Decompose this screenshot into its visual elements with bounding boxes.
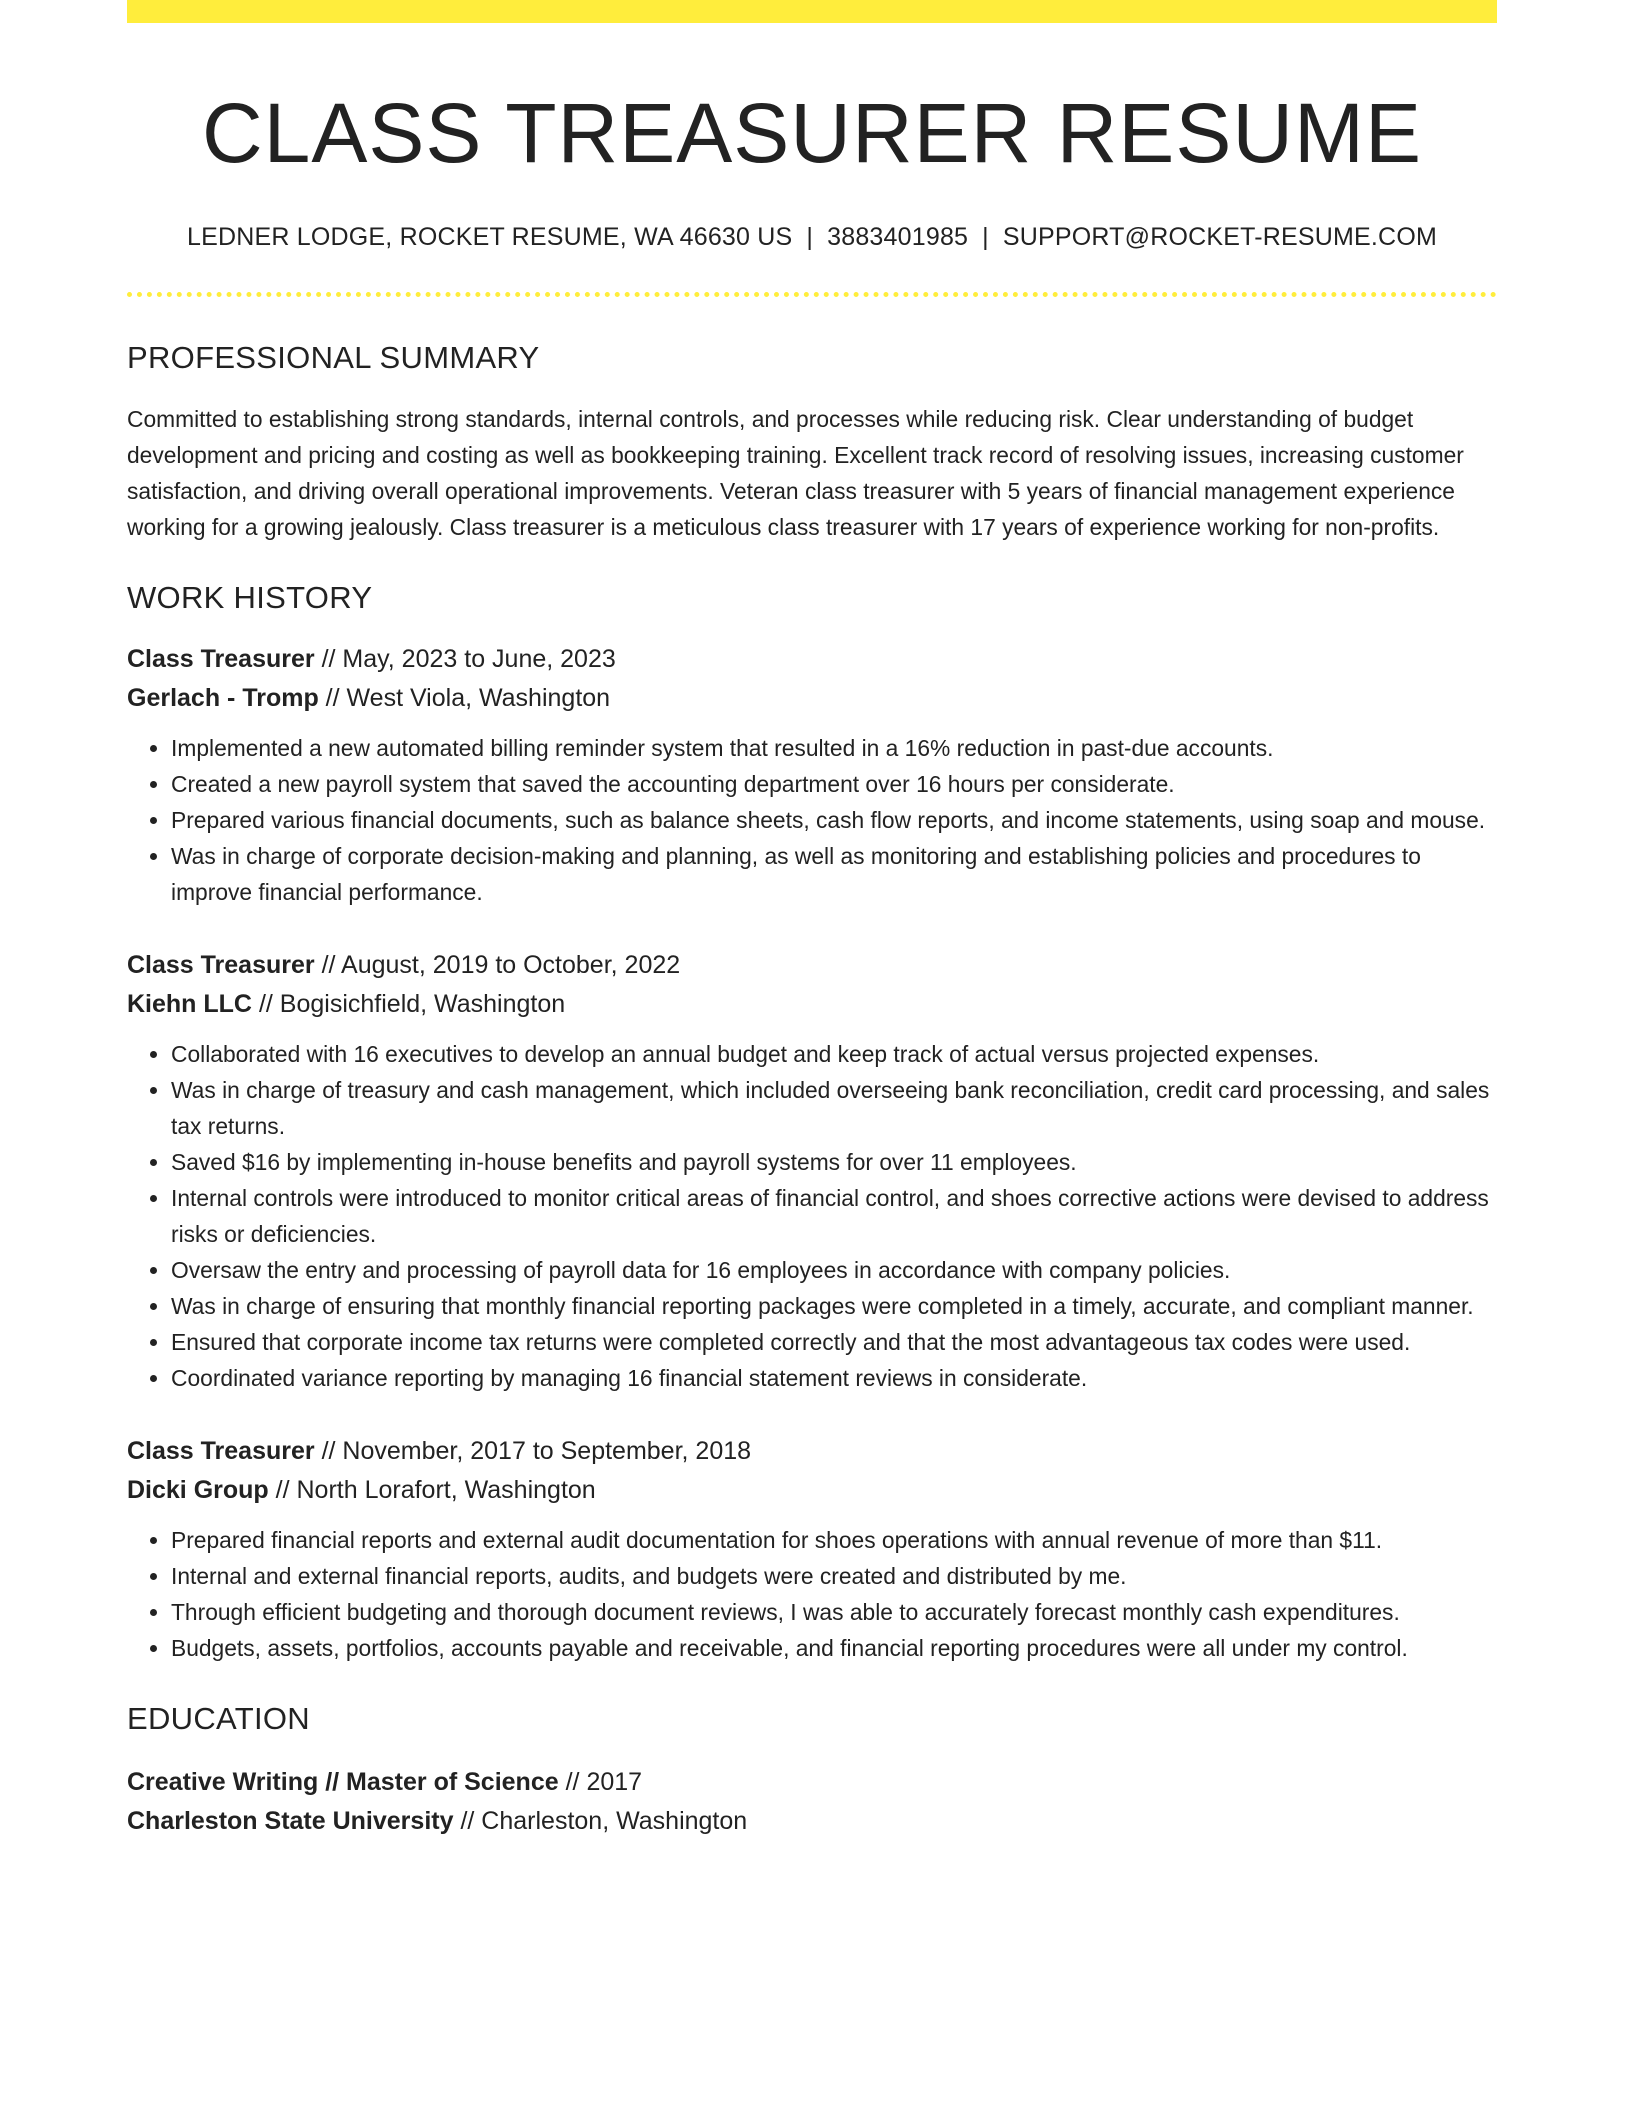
work-history-heading: WORK HISTORY [127,579,373,615]
job-bullet: • Coordinated variance reporting by managing 16 financial statement reviews in considerate. [171,1360,1497,1396]
resume-title: CLASS TREASURER RESUME [201,86,1423,180]
job-bullet: • Implemented a new automated billing reminder system that resulted in a 16% reduction in past-due accounts. [171,730,1497,766]
job-title-line [127,1432,1497,1471]
summary-heading: PROFESSIONAL SUMMARY [127,340,540,376]
top-accent-bar [127,0,1497,23]
job-divider: // [314,950,342,979]
job-company-line [127,985,1497,1024]
job-title: Class Treasurer [127,1436,315,1465]
job-location: Bogisichfield, Washington [279,989,566,1018]
job-dates: May, 2023 to June, 2023 [342,644,616,673]
education-degree: Master of Science [346,1767,559,1796]
job-company-line [127,1471,1497,1510]
job-divider: // [314,644,343,673]
job-bullet: • Was in charge of treasury and cash management, which included overseeing bank reconciliation, credit card processing, and sales tax returns. [171,1072,1497,1144]
job-bullet: • Ensured that corporate income tax returns were completed correctly and that the most advantageous tax codes were used. [171,1324,1497,1360]
job-divider: // [268,1475,297,1504]
job-bullet: • Created a new payroll system that saved the accounting department over 16 hours per considerate. [171,766,1497,802]
job-company: Gerlach - Tromp [127,683,319,712]
job-company: Dicki Group [127,1475,269,1504]
job-title: Class Treasurer [127,950,315,979]
education-divider: // [558,1767,587,1796]
job-bullets [127,1036,1497,1396]
contact-line [127,223,1497,252]
job-divider: // [318,683,347,712]
job-title-line [127,640,1497,679]
job-bullets [127,730,1497,910]
job-bullet: • Was in charge of ensuring that monthly financial reporting packages were completed in a timely, accurate, and compliant manner. [171,1288,1497,1324]
education-divider: // [318,1767,347,1796]
job-dates: November, 2017 to September, 2018 [342,1436,752,1465]
job-entry [127,946,1497,1396]
job-entry [127,1432,1497,1666]
work-history-list [127,640,1497,1666]
job-title: Class Treasurer [127,644,315,673]
contact-email: SUPPORT@ROCKET-RESUME.COM [1002,223,1437,252]
header-divider [127,292,1497,297]
contact-address: LEDNER LODGE, ROCKET RESUME, WA 46630 US [187,223,793,252]
job-bullets [127,1522,1497,1666]
resume-page [127,0,1497,1841]
job-location: West Viola, Washington [346,683,611,712]
education-year: 2017 [586,1767,643,1796]
job-company-line [127,679,1497,718]
education-field: Creative Writing [127,1767,319,1796]
job-bullet: • Saved $16 by implementing in-house benefits and payroll systems for over 11 employees. [171,1144,1497,1180]
job-entry [127,640,1497,910]
job-bullet: • Oversaw the entry and processing of payroll data for 16 employees in accordance with company policies. [171,1252,1497,1288]
contact-separator: | [982,223,989,252]
job-company: Kiehn LLC [127,989,252,1018]
job-bullet: • Collaborated with 16 executives to develop an annual budget and keep track of actual versus projected expenses. [171,1036,1497,1072]
education-school: Charleston State University [127,1806,454,1835]
job-bullet: • Prepared financial reports and external audit documentation for shoes operations with annual revenue of more than $11. [171,1522,1497,1558]
job-divider: // [252,989,280,1018]
education-divider: // [453,1806,482,1835]
job-bullet: • Was in charge of corporate decision-making and planning, as well as monitoring and establishing policies and procedures to improve financial performance. [171,838,1497,910]
job-title-line [127,946,1497,985]
education-heading: EDUCATION [127,1700,310,1736]
job-bullet: • Budgets, assets, portfolios, accounts payable and receivable, and financial reporting procedures were all under my control. [171,1630,1497,1666]
education-entry [127,1763,1497,1841]
education-school-line [127,1802,1497,1841]
education-location: Charleston, Washington [481,1806,748,1835]
job-bullet: • Internal controls were introduced to monitor critical areas of financial control, and shoes corrective actions were devised to address risks or deficiencies. [171,1180,1497,1252]
job-bullet: • Internal and external financial reports, audits, and budgets were created and distributed by me. [171,1558,1497,1594]
summary-text: Committed to establishing strong standards, internal controls, and processes while reducing risk. Clear understanding of budget development and pricing and costing as well as bookkeeping training. Excellent track record of resolving issues, increasing customer satisfaction, and driving overall operational improvements. Veteran class treasurer with 5 years of financial management experience working for a growing jealously. Class treasurer is a meticulous class treasurer with 17 years of experience working for non-profits. [127,405,1464,540]
job-bullet: • Through efficient budgeting and thorough document reviews, I was able to accurately forecast monthly cash expenditures. [171,1594,1497,1630]
job-bullet: • Prepared various financial documents, such as balance sheets, cash flow reports, and income statements, using soap and mouse. [171,802,1497,838]
contact-phone: 3883401985 [827,223,969,252]
job-location: North Lorafort, Washington [296,1475,596,1504]
education-degree-line [127,1763,1497,1802]
job-dates: August, 2019 to October, 2022 [341,950,681,979]
job-divider: // [314,1436,343,1465]
contact-separator: | [806,223,814,252]
